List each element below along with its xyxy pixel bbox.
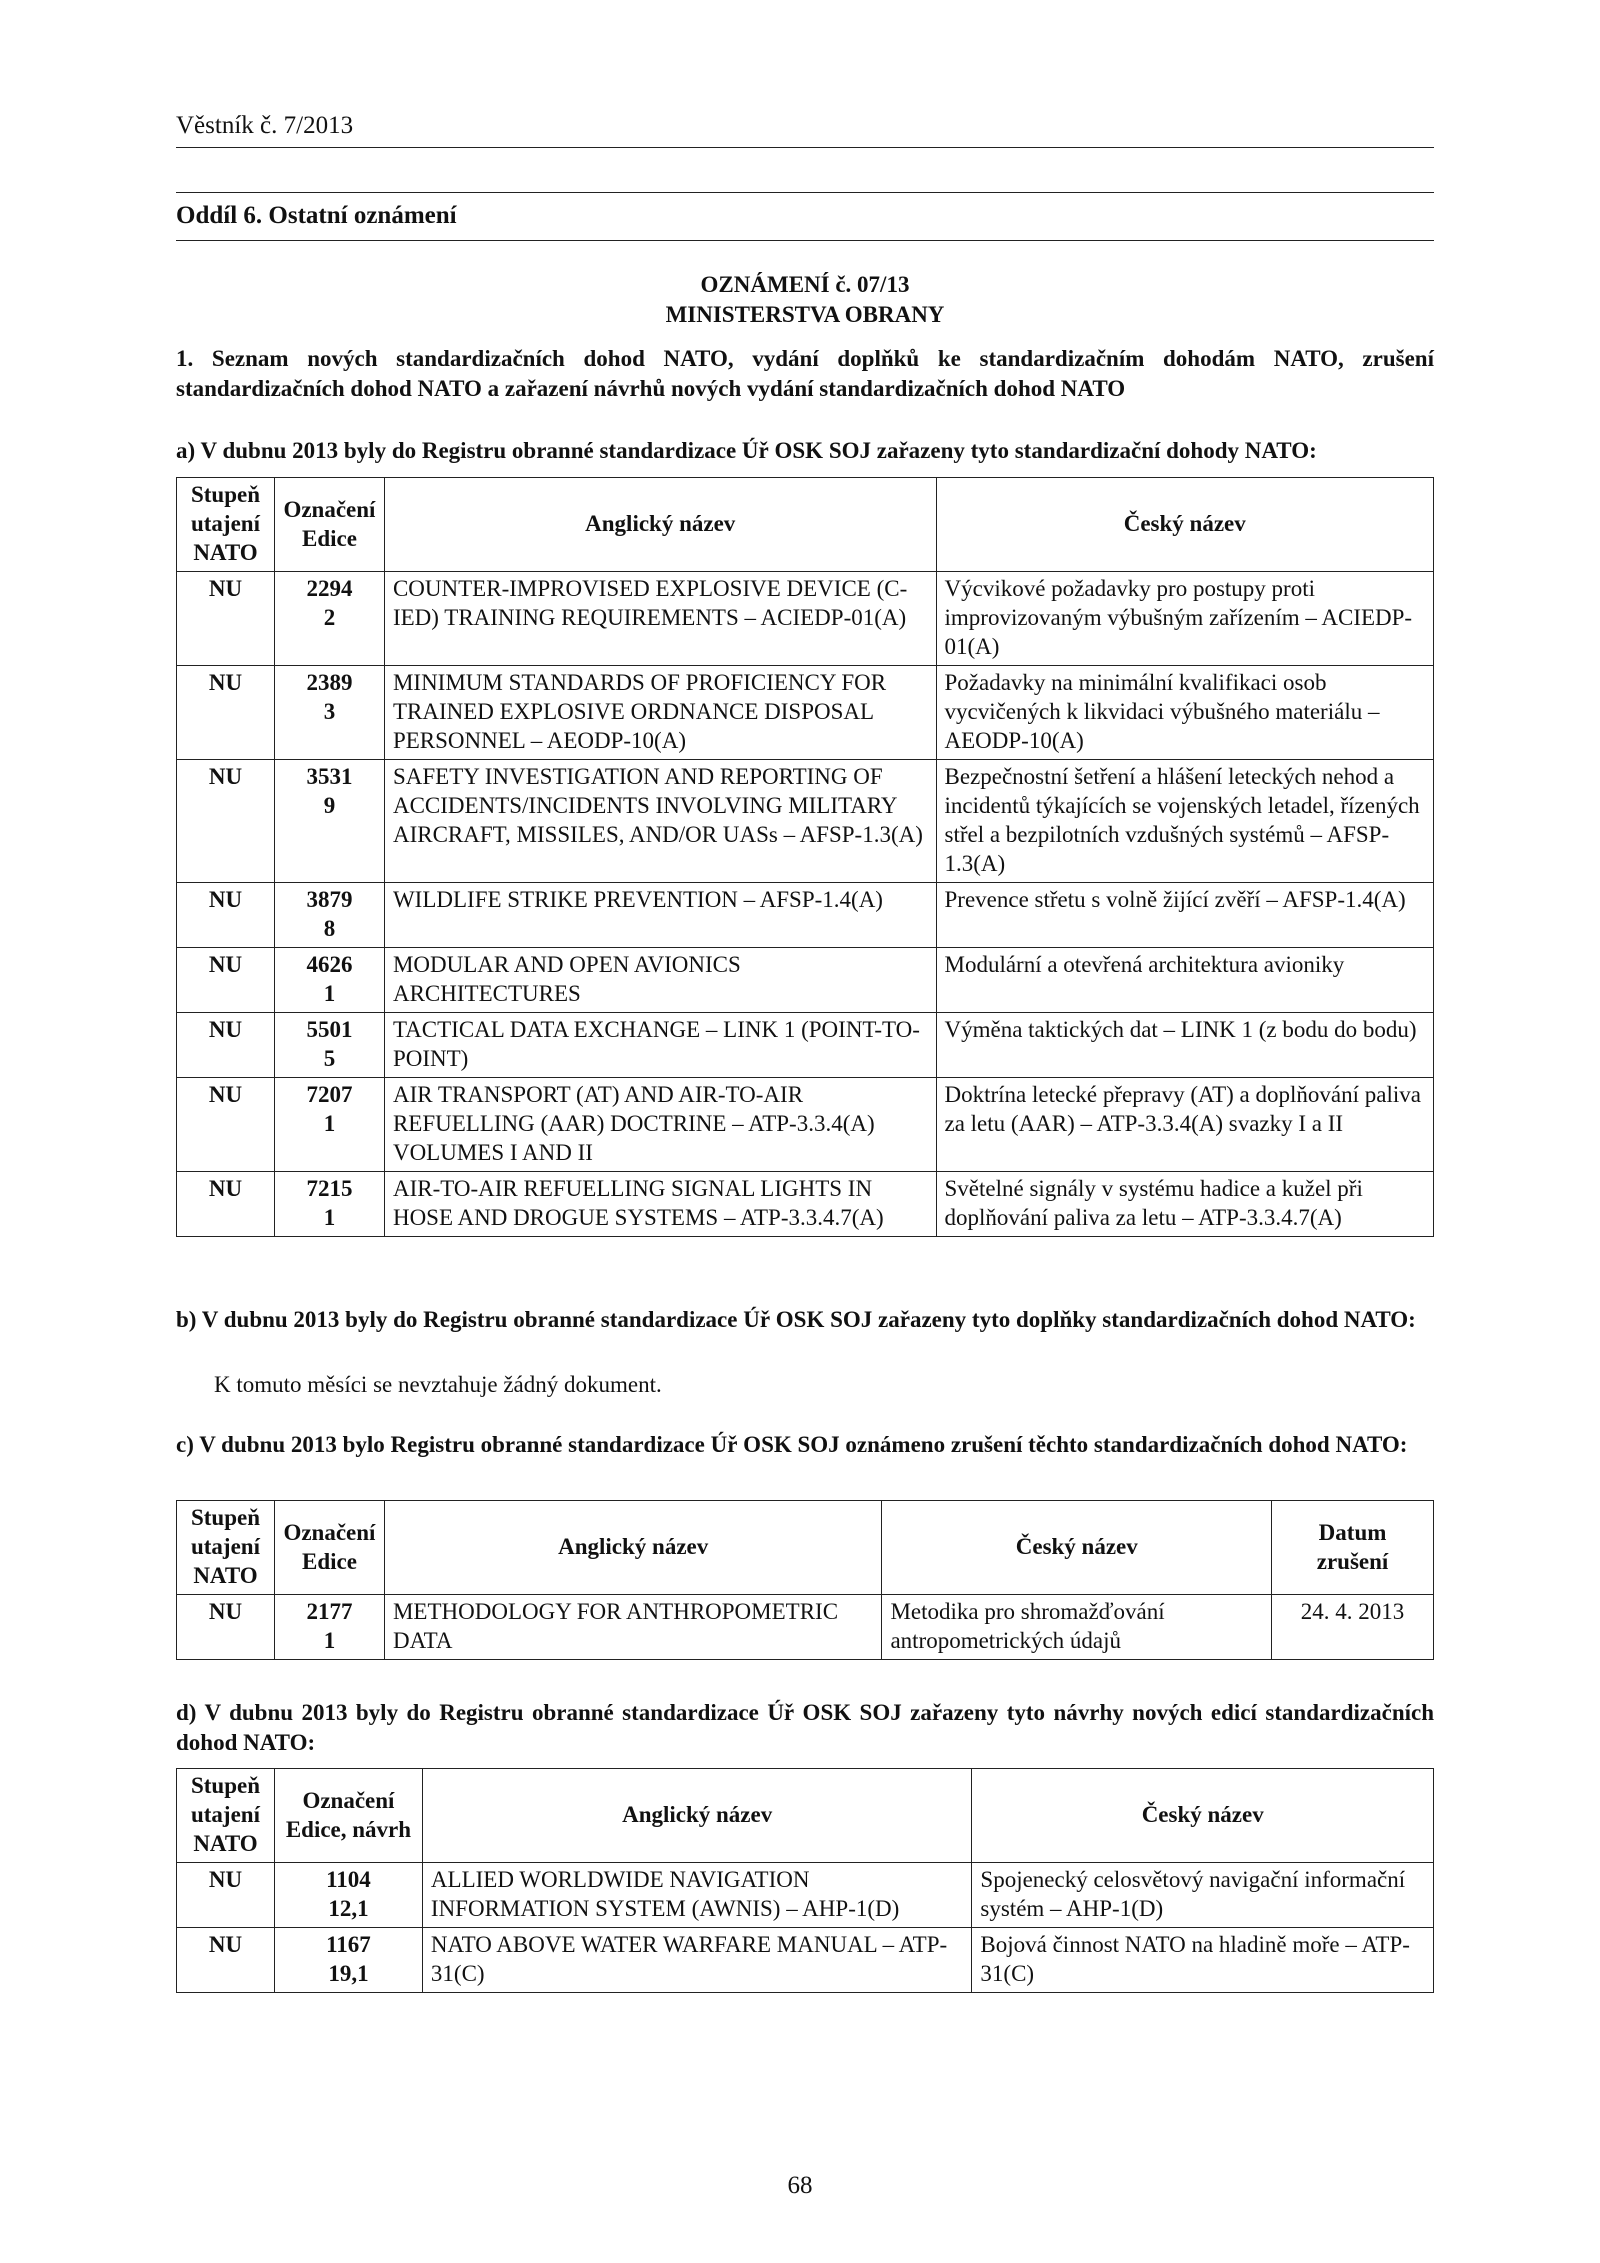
col-header-code: Označení Edice, návrh <box>274 1769 422 1863</box>
czech-title-cell: Prevence střetu s volně žijící zvěří – AFSP-1.4(A) <box>936 883 1434 948</box>
table-header-row <box>177 478 1434 572</box>
edition-number: 9 <box>323 793 336 818</box>
announcement-number: OZNÁMENÍ č. 07/13 <box>700 272 910 297</box>
classification-cell: NU <box>177 666 275 760</box>
code-cell <box>274 572 384 666</box>
edition-number: 8 <box>323 916 336 941</box>
czech-title-cell: Světelné signály v systému hadice a kužel při doplňování paliva za letu – ATP-3.3.4.7(A) <box>936 1172 1434 1237</box>
stanag-number: 1104 <box>326 1867 371 1892</box>
edition-number: 19,1 <box>328 1961 369 1986</box>
english-title-cell: MODULAR AND OPEN AVIONICS ARCHITECTURES <box>384 948 936 1013</box>
table-row <box>177 572 1434 666</box>
czech-title-cell: Požadavky na minimální kvalifikaci osob vycvičených k likvidaci výbušného materiálu – AEODP-10(A) <box>936 666 1434 760</box>
part-b-note: K tomuto měsíci se nevztahuje žádný dokument. <box>214 1372 662 1397</box>
table-row <box>177 883 1434 948</box>
stanag-number: 2389 <box>306 670 353 695</box>
col-header-english: Anglický název <box>384 478 936 572</box>
part-a-heading: a) V dubnu 2013 byly do Registru obranné standardizace Úř OSK SOJ zařazeny tyto standardizační dohody NATO: <box>176 438 1317 463</box>
table-cancelled-standards <box>176 1500 1434 1660</box>
english-title-cell: SAFETY INVESTIGATION AND REPORTING OF ACCIDENTS/INCIDENTS INVOLVING MILITARY AIRCRAFT, MISSILES, AND/OR UASs – AFSP-1.3(A) <box>384 760 936 883</box>
classification-cell: NU <box>177 1928 275 1993</box>
stanag-number: 3531 <box>306 764 353 789</box>
czech-title-cell: Spojenecký celosvětový navigační informační systém – AHP-1(D) <box>972 1863 1434 1928</box>
stanag-number: 2177 <box>306 1599 353 1624</box>
code-cell <box>274 1172 384 1237</box>
edition-number: 1 <box>323 1111 336 1136</box>
code-cell <box>274 1928 422 1993</box>
table-row <box>177 1928 1434 1993</box>
edition-number: 12,1 <box>328 1896 369 1921</box>
table-header-row <box>177 1501 1434 1595</box>
table-row <box>177 760 1434 883</box>
czech-title-cell: Výměna taktických dat – LINK 1 (z bodu do bodu) <box>936 1013 1434 1078</box>
table-row <box>177 666 1434 760</box>
stanag-number: 7207 <box>306 1082 353 1107</box>
stanag-number: 4626 <box>306 952 353 977</box>
czech-title-cell: Doktrína letecké přepravy (AT) a doplňování paliva za letu (AAR) – ATP-3.3.4(A) svazky I a II <box>936 1078 1434 1172</box>
english-title-cell: AIR TRANSPORT (AT) AND AIR-TO-AIR REFUELLING (AAR) DOCTRINE – ATP-3.3.4(A) VOLUMES I AND II <box>384 1078 936 1172</box>
code-cell <box>274 1013 384 1078</box>
code-cell <box>274 1863 422 1928</box>
english-title-cell: COUNTER-IMPROVISED EXPLOSIVE DEVICE (C-IED) TRAINING REQUIREMENTS – ACIEDP-01(A) <box>384 572 936 666</box>
code-cell <box>274 883 384 948</box>
table-row <box>177 1172 1434 1237</box>
english-title-cell: ALLIED WORLDWIDE NAVIGATION INFORMATION SYSTEM (AWNIS) – AHP-1(D) <box>422 1863 972 1928</box>
code-cell <box>274 760 384 883</box>
intro-paragraph: 1. Seznam nových standardizačních dohod NATO, vydání doplňků ke standardizačním dohodám NATO, zrušení standardizačních dohod NATO a zařazení návrhů nových vydání standardizačních dohod NATO <box>176 346 1434 401</box>
code-cell <box>274 1595 384 1660</box>
part-d-heading: d) V dubnu 2013 byly do Registru obranné standardizace Úř OSK SOJ zařazeny tyto návrhy nových edicí standardizačních dohod NATO: <box>176 1700 1434 1755</box>
edition-number: 1 <box>323 1205 336 1230</box>
edition-number: 3 <box>323 699 336 724</box>
col-header-code: Označení Edice <box>274 1501 384 1595</box>
part-c-heading: c) V dubnu 2013 bylo Registru obranné standardizace Úř OSK SOJ oznámeno zrušení těchto standardizačních dohod NATO: <box>176 1432 1408 1457</box>
classification-cell: NU <box>177 1863 275 1928</box>
english-title-cell: NATO ABOVE WATER WARFARE MANUAL – ATP-31(C) <box>422 1928 972 1993</box>
edition-number: 1 <box>323 1628 336 1653</box>
table-new-standards <box>176 477 1434 1237</box>
header-rule <box>176 147 1434 148</box>
czech-title-cell: Bezpečnostní šetření a hlášení leteckých nehod a incidentů týkajících se vojenských letadel, řízených střel a bezpilotních vzdušných systémů – AFSP-1.3(A) <box>936 760 1434 883</box>
classification-cell: NU <box>177 760 275 883</box>
classification-cell: NU <box>177 1013 275 1078</box>
page-number: 68 <box>787 2172 813 2199</box>
col-header-english: Anglický název <box>384 1501 882 1595</box>
stanag-number: 3879 <box>306 887 353 912</box>
col-header-czech: Český název <box>936 478 1434 572</box>
col-header-level: Stupeň utajení NATO <box>177 1501 275 1595</box>
col-header-czech: Český název <box>972 1769 1434 1863</box>
czech-title-cell: Bojová činnost NATO na hladině moře – ATP-31(C) <box>972 1928 1434 1993</box>
czech-title-cell: Výcvikové požadavky pro postupy proti improvizovaným výbušným zařízením – ACIEDP-01(A) <box>936 572 1434 666</box>
col-header-czech: Český název <box>882 1501 1272 1595</box>
edition-number: 1 <box>323 981 336 1006</box>
english-title-cell: METHODOLOGY FOR ANTHROPOMETRIC DATA <box>384 1595 882 1660</box>
table-header-row <box>177 1769 1434 1863</box>
classification-cell: NU <box>177 948 275 1013</box>
classification-cell: NU <box>177 1595 275 1660</box>
classification-cell: NU <box>177 572 275 666</box>
table-row <box>177 1013 1434 1078</box>
code-cell <box>274 948 384 1013</box>
english-title-cell: MINIMUM STANDARDS OF PROFICIENCY FOR TRAINED EXPLOSIVE ORDNANCE DISPOSAL PERSONNEL – AEODP-10(A) <box>384 666 936 760</box>
code-cell <box>274 666 384 760</box>
table-row <box>177 1595 1434 1660</box>
col-header-level: Stupeň utajení NATO <box>177 478 275 572</box>
cancellation-date-cell: 24. 4. 2013 <box>1272 1595 1434 1660</box>
col-header-level: Stupeň utajení NATO <box>177 1769 275 1863</box>
col-header-english: Anglický název <box>422 1769 972 1863</box>
stanag-number: 1167 <box>326 1932 371 1957</box>
table-draft-editions <box>176 1768 1434 1993</box>
code-cell <box>274 1078 384 1172</box>
english-title-cell: WILDLIFE STRIKE PREVENTION – AFSP-1.4(A) <box>384 883 936 948</box>
edition-number: 2 <box>323 605 336 630</box>
announcement-ministry: MINISTERSTVA OBRANY <box>665 302 945 327</box>
edition-number: 5 <box>323 1046 336 1071</box>
section-rule-top <box>176 192 1434 193</box>
czech-title-cell: Metodika pro shromažďování antropometrických údajů <box>882 1595 1272 1660</box>
classification-cell: NU <box>177 1172 275 1237</box>
col-header-date: Datum zrušení <box>1272 1501 1434 1595</box>
stanag-number: 5501 <box>306 1017 353 1042</box>
english-title-cell: AIR-TO-AIR REFUELLING SIGNAL LIGHTS IN HOSE AND DROGUE SYSTEMS – ATP-3.3.4.7(A) <box>384 1172 936 1237</box>
section-rule-bottom <box>176 240 1434 241</box>
classification-cell: NU <box>177 883 275 948</box>
english-title-cell: TACTICAL DATA EXCHANGE – LINK 1 (POINT-TO-POINT) <box>384 1013 936 1078</box>
table-row <box>177 1078 1434 1172</box>
stanag-number: 7215 <box>306 1176 353 1201</box>
stanag-number: 2294 <box>306 576 353 601</box>
table-row <box>177 948 1434 1013</box>
journal-header: Věstník č. 7/2013 <box>176 112 354 139</box>
classification-cell: NU <box>177 1078 275 1172</box>
section-title: Oddíl 6. Ostatní oznámení <box>176 202 457 229</box>
col-header-code: Označení Edice <box>274 478 384 572</box>
table-row <box>177 1863 1434 1928</box>
czech-title-cell: Modulární a otevřená architektura avioniky <box>936 948 1434 1013</box>
part-b-heading: b) V dubnu 2013 byly do Registru obranné standardizace Úř OSK SOJ zařazeny tyto doplňky standardizačních dohod NATO: <box>176 1307 1416 1332</box>
